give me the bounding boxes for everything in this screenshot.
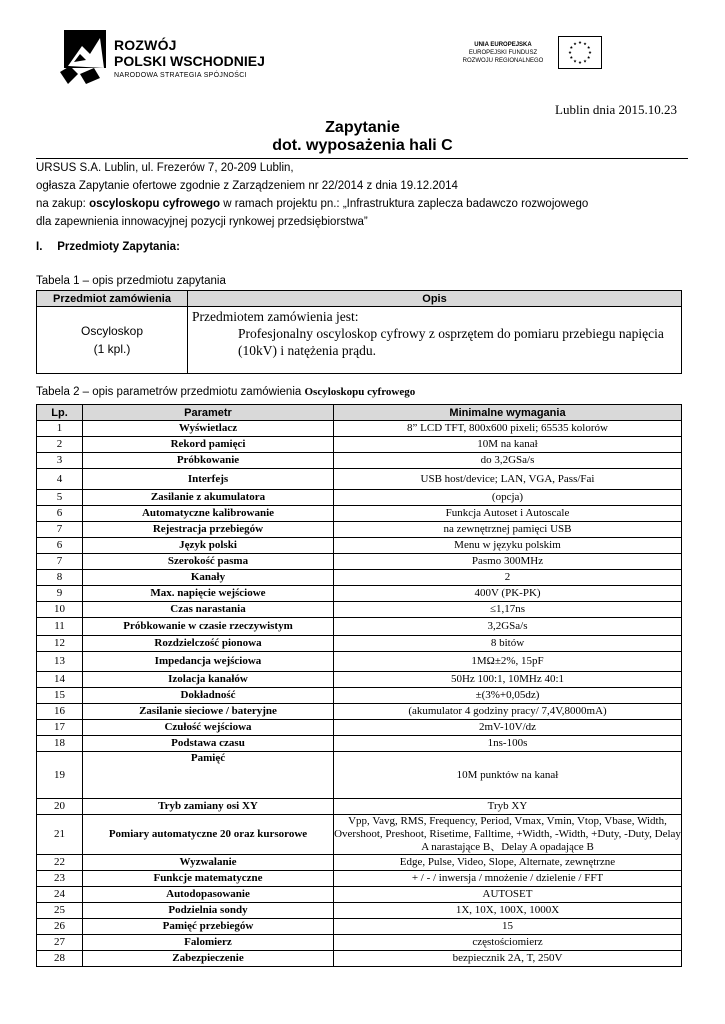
table1-desc-line2: Profesjonalny oscyloskop cyfrowy z osprzętem do pomiaru przebiegu napięcia (10kV) i natężenia prądu. xyxy=(238,326,664,358)
table2-header-lp: Lp. xyxy=(37,405,83,421)
row-lp: 25 xyxy=(37,903,83,919)
intro-line1: URSUS S.A. Lublin, ul. Frezerów 7, 20-209 Lublin, xyxy=(36,162,294,174)
table-row xyxy=(37,752,682,799)
table-row xyxy=(37,903,682,919)
row-requirement: 15 xyxy=(334,919,682,935)
row-requirement: 8 bitów xyxy=(334,636,682,652)
row-lp: 23 xyxy=(37,871,83,887)
document-date: Lublin dnia 2015.10.23 xyxy=(555,102,678,117)
row-parameter: Pamięć przebiegów xyxy=(83,919,334,935)
row-requirement: bezpiecznik 2A, T, 250V xyxy=(334,951,682,967)
section-number: I. xyxy=(36,241,43,253)
row-lp: 13 xyxy=(37,652,83,672)
table2-header-row xyxy=(37,405,682,421)
row-requirement: ±(3%+0,05dz) xyxy=(334,688,682,704)
document-subtitle: dot. wyposażenia hali C xyxy=(272,137,453,154)
row-parameter: Max. napięcie wejściowe xyxy=(83,586,334,602)
row-parameter: Falomierz xyxy=(83,935,334,951)
row-lp: 27 xyxy=(37,935,83,951)
eu-line3: ROZWOJU REGIONALNEGO xyxy=(462,58,544,64)
table-row xyxy=(37,538,682,554)
row-requirement: Vpp, Vavg, RMS, Frequency, Period, Vmax, Vmin, Vtop, Vbase, Width, Overshoot, Preshoot, Risetime, Falltime, +Width, -Width, +Duty, -Duty, Delay A narastające B、Delay A opadające B xyxy=(334,815,681,853)
table1-item-cell xyxy=(37,307,188,374)
row-parameter: Czas narastania xyxy=(83,602,334,618)
row-parameter: Interfejs xyxy=(83,469,334,490)
row-parameter: Próbkowanie xyxy=(83,453,334,469)
eu-logo xyxy=(458,36,604,74)
intro-line4: dla zapewnienia innowacyjnej pozycji rynkowej przedsiębiorstwa” xyxy=(36,216,368,228)
table-row xyxy=(37,855,682,871)
row-requirement: Menu w języku polskim xyxy=(334,538,682,554)
row-requirement: Funkcja Autoset i Autoscale xyxy=(334,506,682,522)
table-row xyxy=(37,736,682,752)
table-row xyxy=(37,951,682,967)
row-parameter: Podzielnia sondy xyxy=(83,903,334,919)
row-parameter: Tryb zamiany osi XY xyxy=(83,799,334,815)
row-lp: 19 xyxy=(37,752,83,799)
row-lp: 28 xyxy=(37,951,83,967)
table2-caption-pre: Tabela 2 – opis parametrów przedmiotu zamówienia xyxy=(36,386,305,398)
row-lp: 8 xyxy=(37,570,83,586)
table-row xyxy=(37,887,682,903)
row-lp: 3 xyxy=(37,453,83,469)
row-lp: 7 xyxy=(37,554,83,570)
row-requirement: Edge, Pulse, Video, Slope, Alternate, zewnętrzne xyxy=(334,855,682,871)
row-requirement: ≤1,17ns xyxy=(334,602,682,618)
table-row xyxy=(37,618,682,636)
table-row xyxy=(37,421,682,437)
row-parameter: Rozdzielczość pionowa xyxy=(83,636,334,652)
table-row xyxy=(37,720,682,736)
eu-text xyxy=(458,41,548,65)
row-parameter: Wyzwalanie xyxy=(83,855,334,871)
row-requirement: 2 xyxy=(334,570,682,586)
table-row xyxy=(37,602,682,618)
row-lp: 1 xyxy=(37,421,83,437)
table-row xyxy=(37,672,682,688)
row-requirement: 10M punktów na kanał xyxy=(334,752,682,799)
table-row xyxy=(37,522,682,538)
table1-item-line1: Oscyloskop xyxy=(80,324,144,338)
row-lp: 15 xyxy=(37,688,83,704)
row-parameter: Pamięć xyxy=(83,752,334,799)
table-row xyxy=(37,453,682,469)
table-row xyxy=(37,570,682,586)
table2-caption-bold: Oscyloskopu cyfrowego xyxy=(304,386,416,398)
logo-line2: POLSKI WSCHODNIEJ xyxy=(114,53,265,69)
table-row xyxy=(37,935,682,951)
row-lp: 9 xyxy=(37,586,83,602)
table1-header-row xyxy=(37,291,682,307)
row-lp: 5 xyxy=(37,490,83,506)
row-requirement: 8” LCD TFT, 800x600 pixeli; 65535 kolorów xyxy=(334,421,682,437)
row-lp: 26 xyxy=(37,919,83,935)
table-row xyxy=(37,652,682,672)
document-title: Zapytanie xyxy=(325,119,400,136)
row-parameter: Autodopasowanie xyxy=(83,887,334,903)
intro-line3-post: w ramach projektu pn.: „Infrastruktura zaplecza badawczo rozwojowego xyxy=(220,198,589,210)
row-requirement: Pasmo 300MHz xyxy=(334,554,682,570)
table1-desc-line1: Przedmiotem zamówienia jest: xyxy=(192,309,359,324)
section-heading xyxy=(36,241,180,253)
row-lp: 22 xyxy=(37,855,83,871)
row-lp: 16 xyxy=(37,704,83,720)
table-row xyxy=(37,586,682,602)
row-parameter: Impedancja wejściowa xyxy=(83,652,334,672)
row-lp: 24 xyxy=(37,887,83,903)
table1-caption: Tabela 1 – opis przedmiotu zapytania xyxy=(36,275,226,287)
logo-line1: ROZWÓJ xyxy=(114,37,177,53)
row-lp: 2 xyxy=(37,437,83,453)
table1-header-item: Przedmiot zamówienia xyxy=(37,291,188,307)
row-lp: 6 xyxy=(37,538,83,554)
row-parameter: Szerokość pasma xyxy=(83,554,334,570)
row-requirement: na zewnętrznej pamięci USB xyxy=(334,522,682,538)
table2-body xyxy=(37,421,682,967)
row-requirement: częstościomierz xyxy=(334,935,682,951)
section-title: Przedmioty Zapytania: xyxy=(57,241,180,253)
row-parameter: Zasilanie sieciowe / bateryjne xyxy=(83,704,334,720)
table1 xyxy=(36,290,682,374)
table-row xyxy=(37,815,682,855)
table-row xyxy=(37,490,682,506)
table-row xyxy=(37,636,682,652)
table2 xyxy=(36,404,682,967)
row-lp: 10 xyxy=(37,602,83,618)
intro-line3 xyxy=(36,195,588,213)
row-parameter: Próbkowanie w czasie rzeczywistym xyxy=(83,618,334,636)
row-parameter: Automatyczne kalibrowanie xyxy=(83,506,334,522)
row-parameter: Rejestracja przebiegów xyxy=(83,522,334,538)
row-parameter: Dokładność xyxy=(83,688,334,704)
row-lp: 14 xyxy=(37,672,83,688)
table1-header-desc: Opis xyxy=(188,291,682,307)
intro-line3-pre: na zakup: xyxy=(36,198,90,210)
row-lp: 4 xyxy=(37,469,83,490)
intro-line2: ogłasza Zapytanie ofertowe zgodnie z Zarządzeniem nr 22/2014 z dnia 19.12.2014 xyxy=(36,180,458,192)
row-requirement: + / - / inwersja / mnożenie / dzielenie / FFT xyxy=(334,871,682,887)
table-row xyxy=(37,437,682,453)
table-row xyxy=(37,469,682,490)
row-requirement: 50Hz 100:1, 10MHz 40:1 xyxy=(334,672,682,688)
table-row xyxy=(37,919,682,935)
row-requirement: 2mV-10V/dz xyxy=(334,720,682,736)
row-lp: 6 xyxy=(37,506,83,522)
table-row xyxy=(37,704,682,720)
eu-line2: EUROPEJSKI FUNDUSZ xyxy=(468,50,538,56)
row-requirement: (opcja) xyxy=(334,490,682,506)
row-requirement: 10M na kanał xyxy=(334,437,682,453)
row-requirement: 3,2GSa/s xyxy=(334,618,682,636)
row-lp: 18 xyxy=(37,736,83,752)
row-requirement: USB host/device; LAN, VGA, Pass/Fai xyxy=(334,469,682,490)
row-requirement: 400V (PK-PK) xyxy=(334,586,682,602)
row-requirement: do 3,2GSa/s xyxy=(334,453,682,469)
eu-flag-icon xyxy=(558,36,602,69)
row-parameter: Zasilanie z akumulatora xyxy=(83,490,334,506)
table1-item-line2: (1 kpl.) xyxy=(93,342,131,356)
intro-paragraph xyxy=(36,159,588,231)
row-requirement: 1X, 10X, 100X, 1000X xyxy=(334,903,682,919)
row-requirement: AUTOSET xyxy=(334,887,682,903)
intro-line3-bold: oscyloskopu cyfrowego xyxy=(89,198,221,210)
row-parameter: Zabezpieczenie xyxy=(83,951,334,967)
table-row xyxy=(37,506,682,522)
rozwoj-polski-wschodniej-logo xyxy=(60,28,280,86)
table-row xyxy=(37,871,682,887)
row-parameter: Izolacja kanałów xyxy=(83,672,334,688)
table-row xyxy=(37,799,682,815)
row-parameter: Rekord pamięci xyxy=(83,437,334,453)
table2-caption xyxy=(36,386,415,398)
table-row xyxy=(37,554,682,570)
row-parameter: Wyświetlacz xyxy=(83,421,334,437)
table2-header-param: Parametr xyxy=(83,405,334,421)
row-lp: 12 xyxy=(37,636,83,652)
row-requirement: Tryb XY xyxy=(334,799,682,815)
row-parameter: Czułość wejściowa xyxy=(83,720,334,736)
row-lp: 11 xyxy=(37,618,83,636)
table1-row xyxy=(37,307,682,374)
table2-header-req: Minimalne wymagania xyxy=(334,405,682,421)
row-parameter: Funkcje matematyczne xyxy=(83,871,334,887)
row-requirement: 1ns-100s xyxy=(334,736,682,752)
eu-line1: UNIA EUROPEJSKA xyxy=(474,42,532,48)
row-lp: 20 xyxy=(37,799,83,815)
row-lp: 21 xyxy=(37,815,83,855)
logo-line3: NARODOWA STRATEGIA SPÓJNOŚCI xyxy=(114,72,247,79)
row-parameter: Podstawa czasu xyxy=(83,736,334,752)
row-parameter: Pomiary automatyczne 20 oraz kursorowe xyxy=(83,815,334,855)
row-parameter: Kanały xyxy=(83,570,334,586)
eagle-logo-icon xyxy=(60,28,108,86)
table-row xyxy=(37,688,682,704)
row-parameter: Język polski xyxy=(83,538,334,554)
row-requirement: (akumulator 4 godziny pracy/ 7,4V,8000mA) xyxy=(334,704,682,720)
row-requirement: 1MΩ±2%, 15pF xyxy=(334,652,682,672)
table1-desc-cell xyxy=(188,307,682,374)
row-lp: 17 xyxy=(37,720,83,736)
row-lp: 7 xyxy=(37,522,83,538)
